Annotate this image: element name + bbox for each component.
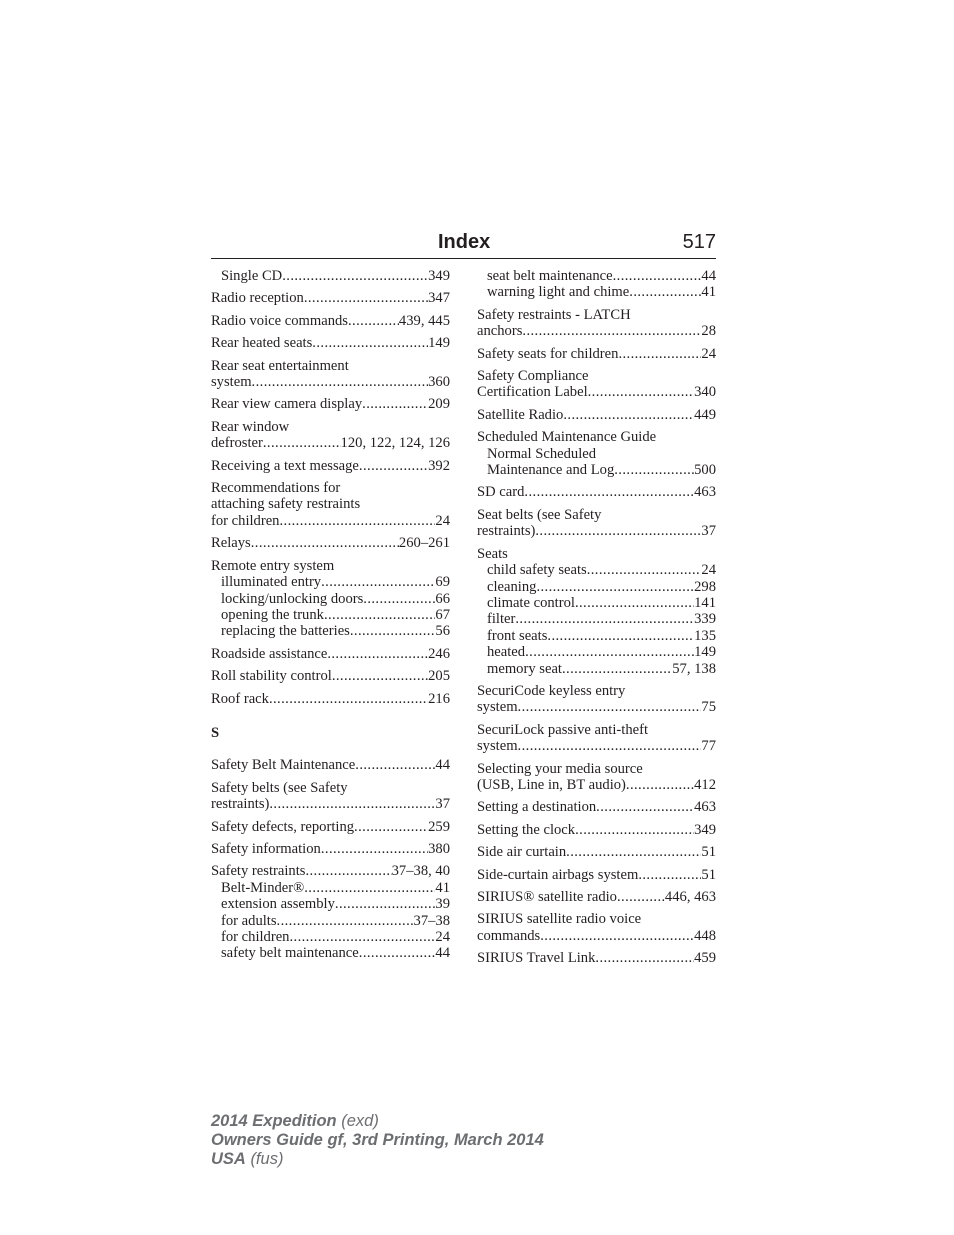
index-entry-line bbox=[477, 777, 716, 793]
entry-term: opening the trunk bbox=[221, 606, 324, 623]
entry-page-ref[interactable]: 439, 445 bbox=[398, 312, 450, 329]
dot-leader bbox=[638, 867, 701, 883]
entry-term: (USB, Line in, BT audio) bbox=[477, 776, 626, 793]
index-entry bbox=[477, 950, 716, 966]
entry-term: Single CD bbox=[221, 268, 283, 284]
index-entry bbox=[477, 911, 716, 944]
dot-leader bbox=[614, 462, 694, 478]
index-entry-line bbox=[211, 396, 450, 412]
entry-page-ref[interactable]: 459 bbox=[694, 950, 716, 967]
index-entry bbox=[211, 335, 450, 351]
footer-market-line bbox=[211, 1150, 544, 1169]
entry-term: Rear heated seats bbox=[211, 335, 313, 352]
dot-leader bbox=[321, 574, 435, 590]
entry-term: Receiving a text message bbox=[211, 457, 359, 474]
index-entry-line bbox=[211, 863, 450, 879]
entry-page-ref[interactable]: 28 bbox=[701, 323, 716, 340]
entry-page-ref[interactable]: 66 bbox=[435, 590, 450, 607]
index-entry-line bbox=[211, 668, 450, 684]
entry-term: front seats bbox=[487, 627, 548, 644]
index-subentry-line bbox=[211, 896, 450, 912]
entry-term: Scheduled Maintenance Guide bbox=[477, 429, 657, 446]
index-entry-line bbox=[211, 480, 450, 496]
index-entry bbox=[211, 691, 450, 707]
entry-page-ref[interactable]: 44 bbox=[435, 757, 450, 774]
index-section-letter: S bbox=[211, 724, 220, 741]
index-subentry-line bbox=[477, 446, 716, 462]
entry-term: commands bbox=[477, 927, 541, 944]
index-entry-line bbox=[211, 691, 450, 707]
index-subentry-line bbox=[211, 880, 450, 896]
entry-page-ref[interactable]: 69 bbox=[435, 574, 450, 591]
index-entry-line bbox=[211, 435, 450, 451]
index-entry-line bbox=[211, 374, 450, 390]
index-entry-line bbox=[477, 307, 716, 323]
dot-leader bbox=[525, 644, 694, 660]
index-entry bbox=[211, 458, 450, 474]
index-subentry-line bbox=[211, 574, 450, 590]
index-entry-line bbox=[477, 368, 716, 384]
entry-term: Seats bbox=[477, 545, 508, 562]
index-entry bbox=[211, 558, 450, 640]
index-subentry-line bbox=[477, 661, 716, 677]
index-entry-line bbox=[477, 407, 716, 423]
index-entry bbox=[477, 407, 716, 423]
footer-market-code: (fus) bbox=[250, 1150, 284, 1168]
entry-page-ref[interactable]: 44 bbox=[701, 268, 716, 284]
dot-leader bbox=[515, 611, 694, 627]
entry-page-ref[interactable]: 51 bbox=[701, 866, 716, 883]
dot-leader bbox=[629, 284, 701, 300]
entry-page-ref[interactable]: 37 bbox=[701, 523, 716, 540]
entry-page-ref[interactable]: 120, 122, 124, 126 bbox=[340, 435, 450, 452]
entry-term: SIRIUS® satellite radio bbox=[477, 889, 617, 905]
index-entry-line bbox=[477, 523, 716, 539]
dot-leader bbox=[522, 323, 701, 339]
dot-leader bbox=[613, 268, 702, 284]
entry-term: warning light and chime bbox=[487, 284, 630, 301]
index-entry-line bbox=[477, 546, 716, 562]
index-column-left bbox=[211, 268, 450, 968]
entry-page-ref[interactable]: 360 bbox=[428, 374, 450, 391]
index-entry bbox=[211, 841, 450, 857]
dot-leader bbox=[518, 738, 702, 754]
entry-term: Recommendations for bbox=[211, 480, 341, 497]
index-subentry-line bbox=[477, 562, 716, 578]
index-entry-line bbox=[211, 535, 450, 551]
page-title: Index bbox=[438, 231, 491, 253]
dot-leader bbox=[289, 929, 435, 945]
index-entry-line bbox=[477, 683, 716, 699]
footer-model: 2014 Expedition bbox=[211, 1112, 337, 1130]
entry-page-ref[interactable]: 349 bbox=[428, 268, 450, 284]
entry-term: for adults bbox=[221, 912, 277, 929]
index-subentry-line bbox=[211, 913, 450, 929]
dot-leader bbox=[617, 889, 665, 905]
index-subentry-line bbox=[477, 284, 716, 300]
index-subentry-line bbox=[211, 945, 450, 961]
index-entry-line bbox=[477, 429, 716, 445]
entry-term: Satellite Radio bbox=[477, 406, 564, 423]
entry-page-ref[interactable]: 340 bbox=[694, 384, 716, 401]
dot-leader bbox=[596, 799, 694, 815]
dot-leader bbox=[348, 313, 399, 329]
entry-term: SIRIUS satellite radio voice bbox=[477, 911, 642, 928]
entry-term: Radio reception bbox=[211, 290, 304, 307]
entry-term: SD card bbox=[477, 484, 525, 501]
index-entry-line bbox=[477, 761, 716, 777]
dot-leader bbox=[547, 628, 694, 644]
index-subentry-line bbox=[477, 462, 716, 478]
index-column-right bbox=[477, 268, 716, 973]
entry-term: Selecting your media source bbox=[477, 760, 643, 777]
index-entry-line bbox=[211, 358, 450, 374]
index-subentry-line bbox=[211, 268, 450, 284]
entry-term: heated bbox=[487, 644, 526, 661]
index-entry bbox=[477, 867, 716, 883]
index-entry-line bbox=[477, 384, 716, 400]
dot-leader bbox=[304, 290, 428, 306]
entry-page-ref[interactable]: 463 bbox=[694, 799, 716, 816]
index-entry-line bbox=[477, 822, 716, 838]
index-entry-line bbox=[477, 346, 716, 362]
entry-term: restraints) bbox=[211, 796, 270, 813]
index-entry-line bbox=[477, 844, 716, 860]
entry-term: replacing the batteries bbox=[221, 623, 350, 640]
dot-leader bbox=[332, 668, 428, 684]
index-entry bbox=[477, 889, 716, 905]
entry-term: Safety restraints bbox=[211, 863, 306, 880]
dot-leader bbox=[251, 535, 399, 551]
index-entry bbox=[211, 863, 450, 961]
index-entry bbox=[211, 268, 450, 284]
entry-page-ref[interactable]: 259 bbox=[428, 818, 450, 835]
entry-page-ref[interactable]: 448 bbox=[694, 927, 716, 944]
index-entry bbox=[211, 480, 450, 529]
index-entry bbox=[477, 844, 716, 860]
entry-term: safety belt maintenance bbox=[221, 945, 359, 962]
index-subentry-line bbox=[211, 623, 450, 639]
index-entry-line bbox=[477, 889, 716, 905]
index-entry bbox=[477, 484, 716, 500]
index-entry bbox=[477, 429, 716, 478]
entry-page-ref[interactable]: 41 bbox=[435, 879, 450, 896]
index-entry bbox=[477, 368, 716, 401]
index-entry-line bbox=[477, 699, 716, 715]
entry-term: Maintenance and Log bbox=[487, 462, 615, 479]
entry-term: Setting a destination bbox=[477, 799, 597, 816]
index-entry bbox=[477, 722, 716, 755]
entry-term: Safety defects, reporting bbox=[211, 818, 355, 835]
index-entry-line bbox=[211, 796, 450, 812]
index-entry bbox=[477, 822, 716, 838]
entry-page-ref[interactable]: 392 bbox=[428, 457, 450, 474]
entry-term: locking/unlocking doors bbox=[221, 590, 364, 607]
index-entry-line bbox=[477, 911, 716, 927]
index-entry-line bbox=[211, 290, 450, 306]
dot-leader bbox=[535, 523, 701, 539]
entry-term: for children bbox=[211, 512, 280, 529]
entry-page-ref[interactable]: 75 bbox=[701, 699, 716, 716]
index-entry bbox=[211, 313, 450, 329]
entry-page-ref[interactable]: 141 bbox=[694, 594, 716, 611]
entry-term: restraints) bbox=[477, 523, 536, 540]
index-entry-line bbox=[477, 738, 716, 754]
entry-page-ref[interactable]: 37–38 bbox=[413, 912, 450, 929]
entry-term: Remote entry system bbox=[211, 557, 335, 574]
index-entry-line bbox=[477, 867, 716, 883]
entry-page-ref[interactable]: 449 bbox=[694, 406, 716, 423]
entry-term: Seat belts (see Safety bbox=[477, 506, 602, 523]
entry-page-ref[interactable]: 44 bbox=[435, 945, 450, 962]
dot-leader bbox=[588, 384, 694, 400]
index-entry-line bbox=[211, 458, 450, 474]
entry-term: cleaning bbox=[487, 578, 537, 595]
index-subentry-line bbox=[477, 595, 716, 611]
index-entry bbox=[211, 535, 450, 551]
entry-page-ref[interactable]: 347 bbox=[428, 290, 450, 307]
dot-leader bbox=[524, 484, 694, 500]
page-header bbox=[211, 228, 716, 259]
entry-term: Radio voice commands bbox=[211, 312, 348, 329]
index-entry-line bbox=[211, 757, 450, 773]
entry-term: Normal Scheduled bbox=[487, 445, 597, 462]
footer-market: USA bbox=[211, 1150, 246, 1168]
dot-leader bbox=[263, 435, 341, 451]
page-footer bbox=[211, 1112, 544, 1169]
index-entry-line bbox=[477, 950, 716, 966]
dot-leader bbox=[595, 950, 694, 966]
entry-page-ref[interactable]: 298 bbox=[694, 578, 716, 595]
entry-term: seat belt maintenance bbox=[487, 268, 613, 284]
entry-term: Safety restraints - LATCH bbox=[477, 306, 631, 323]
index-entry-line bbox=[211, 313, 450, 329]
dot-leader bbox=[359, 945, 436, 961]
entry-page-ref[interactable]: 41 bbox=[701, 284, 716, 301]
dot-leader bbox=[563, 407, 694, 423]
entry-page-ref[interactable]: 51 bbox=[701, 844, 716, 861]
entry-term: memory seat bbox=[487, 660, 562, 677]
dot-leader bbox=[252, 374, 429, 390]
index-entry-line bbox=[477, 507, 716, 523]
entry-page-ref[interactable]: 56 bbox=[435, 623, 450, 640]
entry-term: Certification Label bbox=[477, 384, 588, 401]
dot-leader bbox=[282, 268, 428, 284]
entry-page-ref[interactable]: 39 bbox=[435, 896, 450, 913]
entry-page-ref[interactable]: 205 bbox=[428, 668, 450, 685]
dot-leader bbox=[626, 777, 694, 793]
index-entry bbox=[211, 819, 450, 835]
entry-term: extension assembly bbox=[221, 896, 335, 913]
dot-leader bbox=[321, 841, 428, 857]
index-entry bbox=[477, 307, 716, 340]
dot-leader bbox=[269, 691, 428, 707]
entry-term: Rear window bbox=[211, 418, 290, 435]
dot-leader bbox=[327, 646, 428, 662]
index-entry-line bbox=[477, 928, 716, 944]
index-entry-line bbox=[477, 799, 716, 815]
index-entry bbox=[477, 761, 716, 794]
entry-page-ref[interactable]: 77 bbox=[701, 738, 716, 755]
entry-page-ref[interactable]: 500 bbox=[694, 462, 716, 479]
entry-page-ref[interactable]: 67 bbox=[435, 606, 450, 623]
entry-page-ref[interactable]: 246 bbox=[428, 645, 450, 662]
dot-leader bbox=[575, 822, 694, 838]
footer-model-code: (exd) bbox=[341, 1112, 379, 1130]
entry-term: Roadside assistance bbox=[211, 645, 328, 662]
index-subentry-line bbox=[477, 611, 716, 627]
index-entry bbox=[477, 799, 716, 815]
dot-leader bbox=[354, 819, 428, 835]
entry-page-ref[interactable]: 24 bbox=[435, 929, 450, 945]
dot-leader bbox=[304, 880, 435, 896]
entry-page-ref[interactable]: 216 bbox=[428, 690, 450, 707]
page-number: 517 bbox=[682, 231, 716, 253]
entry-term: Safety Belt Maintenance bbox=[211, 757, 356, 774]
entry-term: Safety information bbox=[211, 840, 321, 857]
index-subentry-line bbox=[211, 591, 450, 607]
entry-term: anchors bbox=[477, 323, 523, 340]
index-entry bbox=[477, 683, 716, 716]
dot-leader bbox=[312, 335, 428, 351]
entry-page-ref[interactable]: 463 bbox=[694, 484, 716, 501]
entry-term: child safety seats bbox=[487, 562, 587, 579]
dot-leader bbox=[355, 757, 435, 773]
dot-leader bbox=[305, 863, 391, 879]
entry-term: Belt-Minder® bbox=[221, 879, 305, 896]
entry-term: Safety Compliance bbox=[477, 368, 589, 385]
dot-leader bbox=[350, 623, 436, 639]
dot-leader bbox=[335, 896, 436, 912]
entry-page-ref[interactable]: 209 bbox=[428, 396, 450, 413]
entry-page-ref[interactable]: 446, 463 bbox=[664, 889, 716, 905]
entry-page-ref[interactable]: 57, 138 bbox=[672, 660, 716, 677]
entry-term: illuminated entry bbox=[221, 574, 322, 591]
entry-term: defroster bbox=[211, 435, 263, 452]
footer-guide: Owners Guide gf, 3rd Printing, March 2014 bbox=[211, 1131, 544, 1149]
index-entry bbox=[477, 268, 716, 301]
dot-leader bbox=[566, 844, 701, 860]
entry-term: SecuriLock passive anti-theft bbox=[477, 721, 649, 738]
entry-term: Setting the clock bbox=[477, 821, 576, 838]
entry-page-ref[interactable]: 135 bbox=[694, 627, 716, 644]
entry-page-ref[interactable]: 380 bbox=[428, 840, 450, 857]
index-entry-line bbox=[211, 558, 450, 574]
entry-term: Roll stability control bbox=[211, 668, 332, 685]
entry-page-ref[interactable]: 24 bbox=[701, 345, 716, 362]
index-entry-line bbox=[211, 780, 450, 796]
entry-page-ref[interactable]: 412 bbox=[694, 776, 716, 793]
dot-leader bbox=[362, 396, 428, 412]
entry-term: Rear view camera display bbox=[211, 396, 363, 413]
dot-leader bbox=[540, 928, 694, 944]
index-entry bbox=[477, 546, 716, 677]
entry-term: Side-curtain airbags system bbox=[477, 866, 639, 883]
entry-term: Side air curtain bbox=[477, 844, 567, 861]
entry-page-ref[interactable]: 339 bbox=[694, 611, 716, 628]
entry-term: filter bbox=[487, 611, 516, 628]
index-entry bbox=[477, 346, 716, 362]
entry-term: Rear seat entertainment bbox=[211, 357, 349, 374]
dot-leader bbox=[518, 699, 702, 715]
entry-term: climate control bbox=[487, 594, 575, 611]
index-entry bbox=[477, 507, 716, 540]
index-entry bbox=[211, 757, 450, 773]
index-subentry-line bbox=[477, 268, 716, 284]
index-entry-line bbox=[477, 323, 716, 339]
dot-leader bbox=[269, 796, 435, 812]
dot-leader bbox=[277, 913, 414, 929]
index-entry-line bbox=[211, 335, 450, 351]
entry-term: for children bbox=[221, 929, 290, 945]
footer-guide-line bbox=[211, 1131, 544, 1150]
index-entry bbox=[211, 396, 450, 412]
dot-leader bbox=[536, 579, 694, 595]
entry-term: system bbox=[477, 738, 518, 755]
index-entry-line bbox=[211, 841, 450, 857]
entry-page-ref[interactable]: 349 bbox=[694, 821, 716, 838]
entry-term: SecuriCode keyless entry bbox=[477, 682, 626, 699]
index-entry bbox=[211, 290, 450, 306]
entry-term: Relays bbox=[211, 535, 251, 552]
index-entry-line bbox=[211, 496, 450, 512]
index-subentry-line bbox=[477, 628, 716, 644]
dot-leader bbox=[618, 346, 701, 362]
entry-term: SIRIUS Travel Link bbox=[477, 950, 596, 967]
index-subentry-line bbox=[211, 929, 450, 945]
entry-term: attaching safety restraints bbox=[211, 496, 361, 513]
dot-leader bbox=[575, 595, 694, 611]
index-entry bbox=[211, 646, 450, 662]
entry-page-ref[interactable]: 24 bbox=[435, 512, 450, 529]
index-entry-line bbox=[211, 819, 450, 835]
index-entry bbox=[211, 668, 450, 684]
index-entry bbox=[211, 419, 450, 452]
dot-leader bbox=[363, 591, 435, 607]
entry-page-ref[interactable]: 37 bbox=[435, 796, 450, 813]
dot-leader bbox=[279, 513, 435, 529]
footer-model-line bbox=[211, 1112, 544, 1131]
entry-term: Safety seats for children bbox=[477, 345, 619, 362]
index-subentry-line bbox=[211, 607, 450, 623]
entry-term: Roof rack bbox=[211, 690, 269, 707]
index-entry-line bbox=[211, 646, 450, 662]
index-entry-line bbox=[477, 484, 716, 500]
index-entry-line bbox=[211, 419, 450, 435]
entry-term: Safety belts (see Safety bbox=[211, 779, 348, 796]
index-entry-line bbox=[477, 722, 716, 738]
entry-page-ref[interactable]: 37–38, 40 bbox=[391, 863, 450, 880]
index-subentry-line bbox=[477, 644, 716, 660]
entry-page-ref[interactable]: 24 bbox=[701, 562, 716, 579]
entry-page-ref[interactable]: 149 bbox=[694, 644, 716, 661]
entry-term: system bbox=[477, 699, 518, 716]
dot-leader bbox=[324, 607, 435, 623]
entry-term: system bbox=[211, 374, 252, 391]
index-entry bbox=[211, 780, 450, 813]
dot-leader bbox=[587, 562, 702, 578]
entry-page-ref[interactable]: 149 bbox=[428, 335, 450, 352]
index-entry bbox=[211, 358, 450, 391]
index-entry-line bbox=[211, 513, 450, 529]
dot-leader bbox=[562, 661, 672, 677]
entry-page-ref[interactable]: 260–261 bbox=[398, 535, 450, 552]
dot-leader bbox=[359, 458, 428, 474]
index-subentry-line bbox=[477, 579, 716, 595]
